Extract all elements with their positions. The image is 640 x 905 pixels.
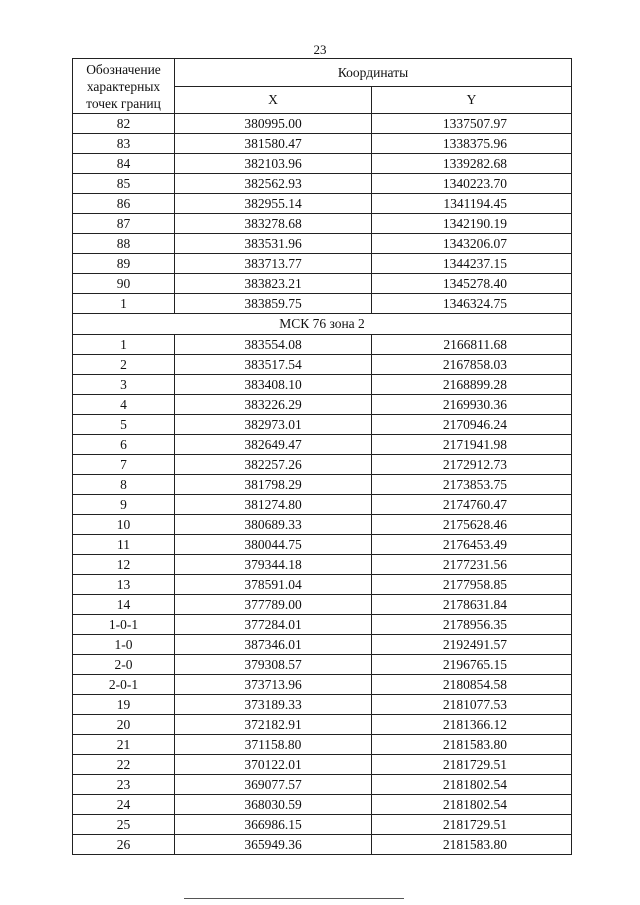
y-coordinate-cell: 2178956.35: [372, 615, 572, 635]
x-coordinate-cell: 382955.14: [175, 194, 372, 214]
point-number-cell: 86: [73, 194, 175, 214]
y-coordinate-cell: 2181729.51: [372, 815, 572, 835]
table-row: [73, 775, 572, 795]
y-coordinate-cell: 2181802.54: [372, 775, 572, 795]
x-coordinate-cell: 373713.96: [175, 675, 372, 695]
x-column-header: X: [175, 87, 372, 114]
x-coordinate-cell: 382973.01: [175, 415, 372, 435]
point-number-cell: 25: [73, 815, 175, 835]
table-row: [73, 214, 572, 234]
x-coordinate-cell: 383554.08: [175, 335, 372, 355]
table-row: [73, 615, 572, 635]
point-number-cell: 22: [73, 755, 175, 775]
x-coordinate-cell: 379308.57: [175, 655, 372, 675]
table-row: [73, 274, 572, 294]
table-row: [73, 114, 572, 134]
point-number-cell: 5: [73, 415, 175, 435]
x-coordinate-cell: 382649.47: [175, 435, 372, 455]
x-coordinate-cell: 382562.93: [175, 174, 372, 194]
y-coordinate-cell: 2169930.36: [372, 395, 572, 415]
x-coordinate-cell: 383823.21: [175, 274, 372, 294]
table-row: [73, 194, 572, 214]
point-number-cell: 11: [73, 535, 175, 555]
point-number-cell: 4: [73, 395, 175, 415]
x-coordinate-cell: 383713.77: [175, 254, 372, 274]
point-number-cell: 23: [73, 775, 175, 795]
y-coordinate-cell: 1346324.75: [372, 294, 572, 314]
x-coordinate-cell: 380044.75: [175, 535, 372, 555]
point-number-cell: 1-0: [73, 635, 175, 655]
y-coordinate-cell: 1339282.68: [372, 154, 572, 174]
x-coordinate-cell: 366986.15: [175, 815, 372, 835]
y-coordinate-cell: 1341194.45: [372, 194, 572, 214]
point-number-cell: 12: [73, 555, 175, 575]
x-coordinate-cell: 365949.36: [175, 835, 372, 855]
y-coordinate-cell: 2181583.80: [372, 735, 572, 755]
y-coordinate-cell: 2178631.84: [372, 595, 572, 615]
point-number-cell: 6: [73, 435, 175, 455]
y-coordinate-cell: 1345278.40: [372, 274, 572, 294]
point-number-cell: 83: [73, 134, 175, 154]
table-row: [73, 835, 572, 855]
y-coordinate-cell: 1340223.70: [372, 174, 572, 194]
table-row: [73, 134, 572, 154]
y-coordinate-cell: 2181077.53: [372, 695, 572, 715]
point-number-cell: 19: [73, 695, 175, 715]
point-number-cell: 14: [73, 595, 175, 615]
x-coordinate-cell: 381274.80: [175, 495, 372, 515]
point-number-cell: 24: [73, 795, 175, 815]
table-row: [73, 435, 572, 455]
x-coordinate-cell: 382103.96: [175, 154, 372, 174]
table-row: [73, 475, 572, 495]
point-number-cell: 13: [73, 575, 175, 595]
zone-label: МСК 76 зона 2: [73, 314, 572, 335]
table-row: [73, 795, 572, 815]
designation-header-line3: точек границ: [86, 95, 161, 111]
table-row: [73, 335, 572, 355]
y-coordinate-cell: 1337507.97: [372, 114, 572, 134]
point-number-cell: 2: [73, 355, 175, 375]
x-coordinate-cell: 387346.01: [175, 635, 372, 655]
point-number-cell: 7: [73, 455, 175, 475]
designation-header: [73, 59, 175, 114]
x-coordinate-cell: 383408.10: [175, 375, 372, 395]
y-coordinate-cell: 2196765.15: [372, 655, 572, 675]
y-coordinate-cell: 2173853.75: [372, 475, 572, 495]
table-row: [73, 575, 572, 595]
y-coordinate-cell: 2171941.98: [372, 435, 572, 455]
point-number-cell: 21: [73, 735, 175, 755]
x-coordinate-cell: 373189.33: [175, 695, 372, 715]
zone-row: [73, 314, 572, 335]
table-row: [73, 254, 572, 274]
table-row: [73, 455, 572, 475]
table-row: [73, 735, 572, 755]
x-coordinate-cell: 383226.29: [175, 395, 372, 415]
table-row: [73, 395, 572, 415]
table-row: [73, 375, 572, 395]
y-column-header: Y: [372, 87, 572, 114]
x-coordinate-cell: 379344.18: [175, 555, 372, 575]
y-coordinate-cell: 2172912.73: [372, 455, 572, 475]
point-number-cell: 89: [73, 254, 175, 274]
point-number-cell: 8: [73, 475, 175, 495]
x-coordinate-cell: 378591.04: [175, 575, 372, 595]
x-coordinate-cell: 380689.33: [175, 515, 372, 535]
point-number-cell: 1-0-1: [73, 615, 175, 635]
point-number-cell: 85: [73, 174, 175, 194]
y-coordinate-cell: 2180854.58: [372, 675, 572, 695]
designation-header-line1: Обозначение: [86, 61, 161, 77]
point-number-cell: 1: [73, 335, 175, 355]
x-coordinate-cell: 383859.75: [175, 294, 372, 314]
y-coordinate-cell: 2175628.46: [372, 515, 572, 535]
table-row: [73, 715, 572, 735]
table-row: [73, 415, 572, 435]
y-coordinate-cell: 1344237.15: [372, 254, 572, 274]
table-row: [73, 675, 572, 695]
point-number-cell: 10: [73, 515, 175, 535]
y-coordinate-cell: 2167858.03: [372, 355, 572, 375]
coordinates-header: Координаты: [175, 59, 572, 87]
x-coordinate-cell: 383278.68: [175, 214, 372, 234]
point-number-cell: 26: [73, 835, 175, 855]
y-coordinate-cell: 2177958.85: [372, 575, 572, 595]
table-row: [73, 234, 572, 254]
point-number-cell: 84: [73, 154, 175, 174]
y-coordinate-cell: 2168899.28: [372, 375, 572, 395]
point-number-cell: 9: [73, 495, 175, 515]
y-coordinate-cell: 2181583.80: [372, 835, 572, 855]
table-row: [73, 154, 572, 174]
table-row: [73, 595, 572, 615]
coordinates-table-body: [73, 59, 572, 855]
y-coordinate-cell: 2181366.12: [372, 715, 572, 735]
designation-header-line2: характерных: [86, 78, 161, 94]
x-coordinate-cell: 370122.01: [175, 755, 372, 775]
x-coordinate-cell: 382257.26: [175, 455, 372, 475]
coordinates-table: [72, 58, 572, 855]
y-coordinate-cell: 2192491.57: [372, 635, 572, 655]
bottom-rule: [184, 898, 404, 899]
table-row: [73, 495, 572, 515]
point-number-cell: 88: [73, 234, 175, 254]
table-row: [73, 635, 572, 655]
table-row: [73, 815, 572, 835]
table-row: [73, 515, 572, 535]
y-coordinate-cell: 2166811.68: [372, 335, 572, 355]
x-coordinate-cell: 381580.47: [175, 134, 372, 154]
table-row: [73, 535, 572, 555]
x-coordinate-cell: 380995.00: [175, 114, 372, 134]
table-row: [73, 355, 572, 375]
table-row: [73, 755, 572, 775]
y-coordinate-cell: 2176453.49: [372, 535, 572, 555]
point-number-cell: 90: [73, 274, 175, 294]
point-number-cell: 3: [73, 375, 175, 395]
y-coordinate-cell: 2177231.56: [372, 555, 572, 575]
y-coordinate-cell: 1338375.96: [372, 134, 572, 154]
table-row: [73, 555, 572, 575]
x-coordinate-cell: 381798.29: [175, 475, 372, 495]
y-coordinate-cell: 1342190.19: [372, 214, 572, 234]
x-coordinate-cell: 372182.91: [175, 715, 372, 735]
y-coordinate-cell: 2181802.54: [372, 795, 572, 815]
point-number-cell: 20: [73, 715, 175, 735]
x-coordinate-cell: 371158.80: [175, 735, 372, 755]
point-number-cell: 2-0: [73, 655, 175, 675]
y-coordinate-cell: 2181729.51: [372, 755, 572, 775]
y-coordinate-cell: 2170946.24: [372, 415, 572, 435]
page-number: 23: [313, 42, 327, 57]
point-number-cell: 82: [73, 114, 175, 134]
y-coordinate-cell: 1343206.07: [372, 234, 572, 254]
x-coordinate-cell: 383531.96: [175, 234, 372, 254]
y-coordinate-cell: 2174760.47: [372, 495, 572, 515]
table-row: [73, 695, 572, 715]
point-number-cell: 87: [73, 214, 175, 234]
x-coordinate-cell: 383517.54: [175, 355, 372, 375]
x-coordinate-cell: 369077.57: [175, 775, 372, 795]
table-row: [73, 294, 572, 314]
point-number-cell: 2-0-1: [73, 675, 175, 695]
x-coordinate-cell: 377284.01: [175, 615, 372, 635]
x-coordinate-cell: 377789.00: [175, 595, 372, 615]
point-number-cell: 1: [73, 294, 175, 314]
table-header-row: [73, 59, 572, 87]
table-row: [73, 655, 572, 675]
x-coordinate-cell: 368030.59: [175, 795, 372, 815]
table-row: [73, 174, 572, 194]
